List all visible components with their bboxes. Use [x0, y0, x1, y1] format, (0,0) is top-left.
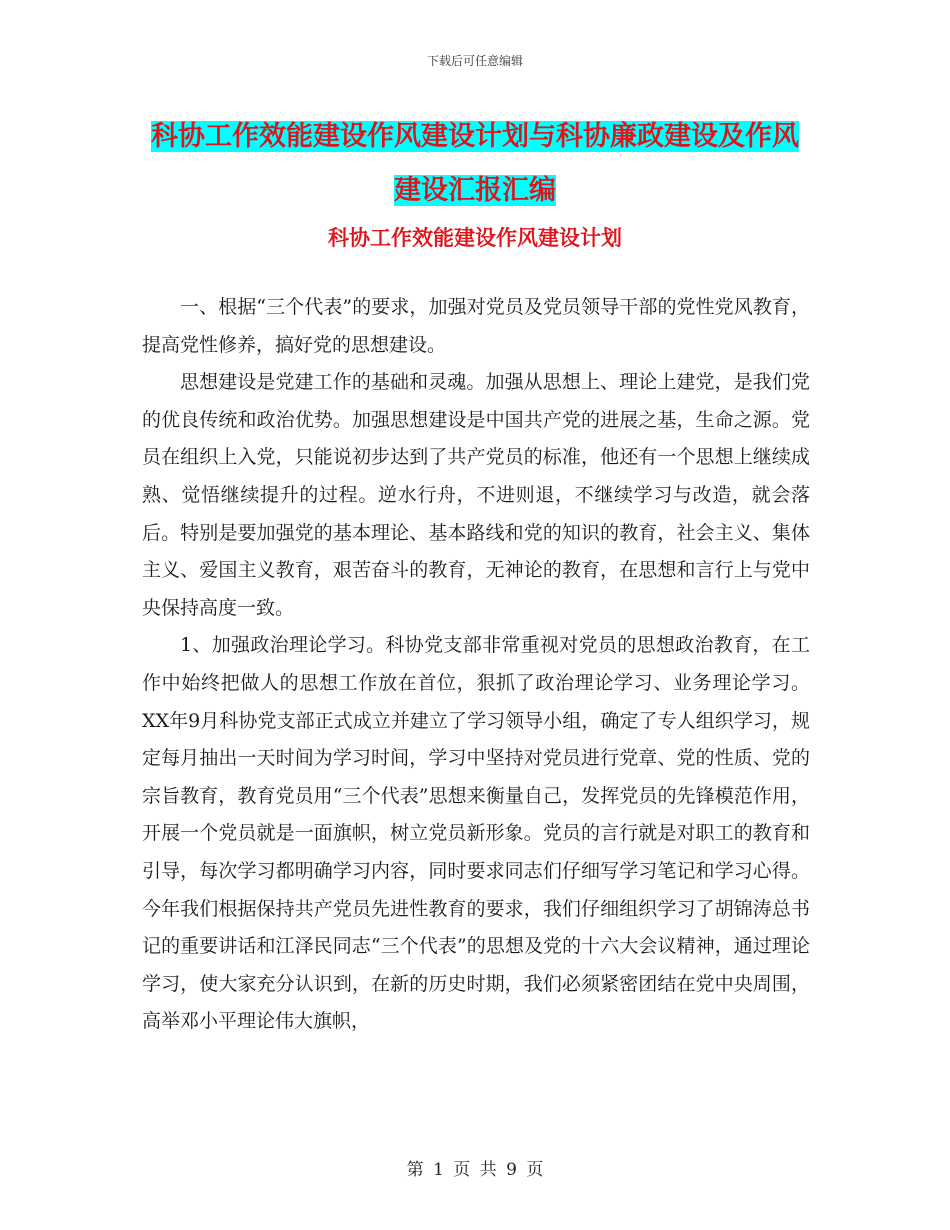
- page-footer: 第 1 页 共 9 页: [406, 1160, 544, 1180]
- section-title: 科协工作效能建设作风建设计划: [328, 226, 622, 250]
- paragraph: 一、根据“三个代表”的要求，加强对党员及党员领导干部的党性党风教育，提高党性修养，搞好党的思想建设。: [142, 296, 810, 356]
- document-title-text: 科协工作效能建设作风建设计划与科协廉政建设及作风建设汇报汇编: [151, 121, 799, 206]
- document-title: [150, 110, 800, 218]
- header-note: 下载后可任意编辑: [426, 54, 523, 68]
- paragraph: 1、加强政治理论学习。科协党支部非常重视对党员的思想政治教育，在工作中始终把做人的思想工作放在首位，狠抓了政治理论学习、业务理论学习。XX年9月科协党支部正式成立并建立了学习领导小组，确定了专人组织学习，规定每月抽出一天时间为学习时间，学习中坚持对党员进行党章、党的性质、党的宗旨教育，教育党员用“三个代表”思想来衡量自己，发挥党员的先锋模范作用，开展一个党员就是一面旗帜，树立党员新形象。党员的言行就是对职工的教育和引导，每次学习都明确学习内容，同时要求同志们仔细写学习笔记和学习心得。今年我们根据保持共产党员先进性教育的要求，我们仔细组织学习了胡锦涛总书记的重要讲话和江泽民同志“三个代表”的思想及党的十六大会议精神，通过理论学习，使大家充分认识到，在新的历史时期，我们必须紧密团结在党中央周围，高举邓小平理论伟大旗帜，: [142, 634, 810, 1033]
- body-text: [142, 289, 810, 1041]
- paragraph: 思想建设是党建工作的基础和灵魂。加强从思想上、理论上建党，是我们党的优良传统和政治优势。加强思想建设是中国共产党的进展之基，生命之源。党员在组织上入党，只能说初步达到了共产党员的标准，他还有一个思想上继续成熟、觉悟继续提升的过程。逆水行舟，不进则退，不继续学习与改造，就会落后。特别是要加强党的基本理论、基本路线和党的知识的教育，社会主义、集体主义、爱国主义教育，艰苦奋斗的教育，无神论的教育，在思想和言行上与党中央保持高度一致。: [142, 371, 810, 619]
